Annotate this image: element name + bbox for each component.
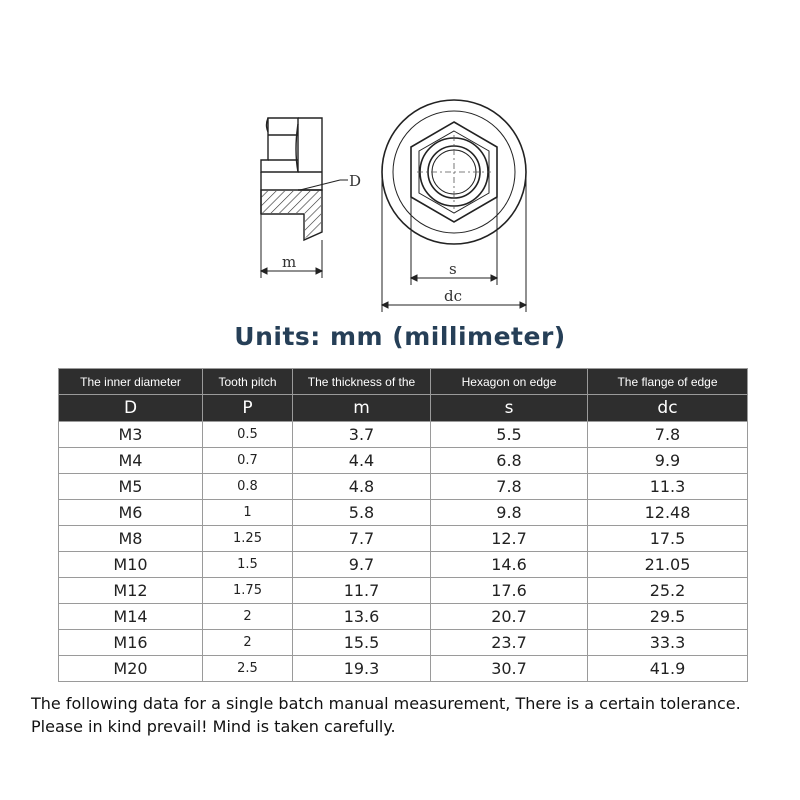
cell-m: 3.7: [293, 422, 431, 448]
cell-dc: 33.3: [588, 630, 748, 656]
header-thickness: The thickness of the: [293, 369, 431, 395]
table-row: [59, 422, 748, 448]
cell-p: 1: [203, 500, 293, 526]
cell-d: M14: [59, 604, 203, 630]
table-row: [59, 578, 748, 604]
header-inner-diameter: The inner diameter: [59, 369, 203, 395]
dc-dimension-label: dc: [444, 287, 463, 305]
cell-p: 2.5: [203, 656, 293, 682]
cell-s: 6.8: [431, 448, 588, 474]
header-symbol-m: m: [293, 395, 431, 422]
cell-m: 15.5: [293, 630, 431, 656]
cell-m: 13.6: [293, 604, 431, 630]
cell-d: M3: [59, 422, 203, 448]
m-dimension-label: m: [282, 253, 297, 271]
flange-nut-technical-drawing: [240, 85, 550, 315]
cell-p: 1.75: [203, 578, 293, 604]
cell-m: 4.4: [293, 448, 431, 474]
spec-table: [58, 368, 748, 682]
table-row: [59, 448, 748, 474]
cell-p: 2: [203, 630, 293, 656]
cell-s: 20.7: [431, 604, 588, 630]
header-flange-edge: The flange of edge: [588, 369, 748, 395]
tolerance-note-line1: The following data for a single batch manual measurement, There is a certain tolerance.: [31, 694, 741, 713]
cell-d: M6: [59, 500, 203, 526]
cell-d: M5: [59, 474, 203, 500]
cell-s: 9.8: [431, 500, 588, 526]
cell-d: M12: [59, 578, 203, 604]
cell-s: 14.6: [431, 552, 588, 578]
cell-dc: 41.9: [588, 656, 748, 682]
cell-m: 11.7: [293, 578, 431, 604]
cell-s: 7.8: [431, 474, 588, 500]
cell-s: 5.5: [431, 422, 588, 448]
cell-m: 19.3: [293, 656, 431, 682]
cell-d: M20: [59, 656, 203, 682]
cell-dc: 25.2: [588, 578, 748, 604]
cell-s: 17.6: [431, 578, 588, 604]
cell-p: 0.7: [203, 448, 293, 474]
cell-dc: 29.5: [588, 604, 748, 630]
s-dimension-label: s: [449, 260, 457, 278]
table-row: [59, 552, 748, 578]
cell-p: 1.25: [203, 526, 293, 552]
header-symbol-s: s: [431, 395, 588, 422]
header-hexagon-edge: Hexagon on edge: [431, 369, 588, 395]
cell-d: M16: [59, 630, 203, 656]
cell-p: 1.5: [203, 552, 293, 578]
units-title: Units: mm (millimeter): [234, 322, 566, 351]
cell-dc: 7.8: [588, 422, 748, 448]
cell-m: 5.8: [293, 500, 431, 526]
table-row: [59, 604, 748, 630]
table-row: [59, 474, 748, 500]
header-symbol-dc: dc: [588, 395, 748, 422]
cell-s: 30.7: [431, 656, 588, 682]
table-row: [59, 500, 748, 526]
d-leader: [300, 180, 348, 190]
header-row-symbols: [59, 395, 748, 422]
header-tooth-pitch: Tooth pitch: [203, 369, 293, 395]
tolerance-note: [31, 692, 791, 738]
header-symbol-d: D: [59, 395, 203, 422]
cell-d: M8: [59, 526, 203, 552]
cell-m: 9.7: [293, 552, 431, 578]
d-dimension-label: D: [349, 172, 362, 190]
cell-dc: 9.9: [588, 448, 748, 474]
cell-s: 23.7: [431, 630, 588, 656]
table-row: [59, 630, 748, 656]
header-row-descriptions: [59, 369, 748, 395]
table-row: [59, 526, 748, 552]
cell-d: M4: [59, 448, 203, 474]
cell-dc: 17.5: [588, 526, 748, 552]
tolerance-note-line2: Please in kind prevail! Mind is taken carefully.: [31, 717, 396, 736]
cell-m: 4.8: [293, 474, 431, 500]
cell-m: 7.7: [293, 526, 431, 552]
cell-dc: 12.48: [588, 500, 748, 526]
cell-p: 0.8: [203, 474, 293, 500]
cell-p: 0.5: [203, 422, 293, 448]
table-row: [59, 656, 748, 682]
cell-dc: 21.05: [588, 552, 748, 578]
cell-p: 2: [203, 604, 293, 630]
cell-s: 12.7: [431, 526, 588, 552]
cell-d: M10: [59, 552, 203, 578]
header-symbol-p: P: [203, 395, 293, 422]
cell-dc: 11.3: [588, 474, 748, 500]
